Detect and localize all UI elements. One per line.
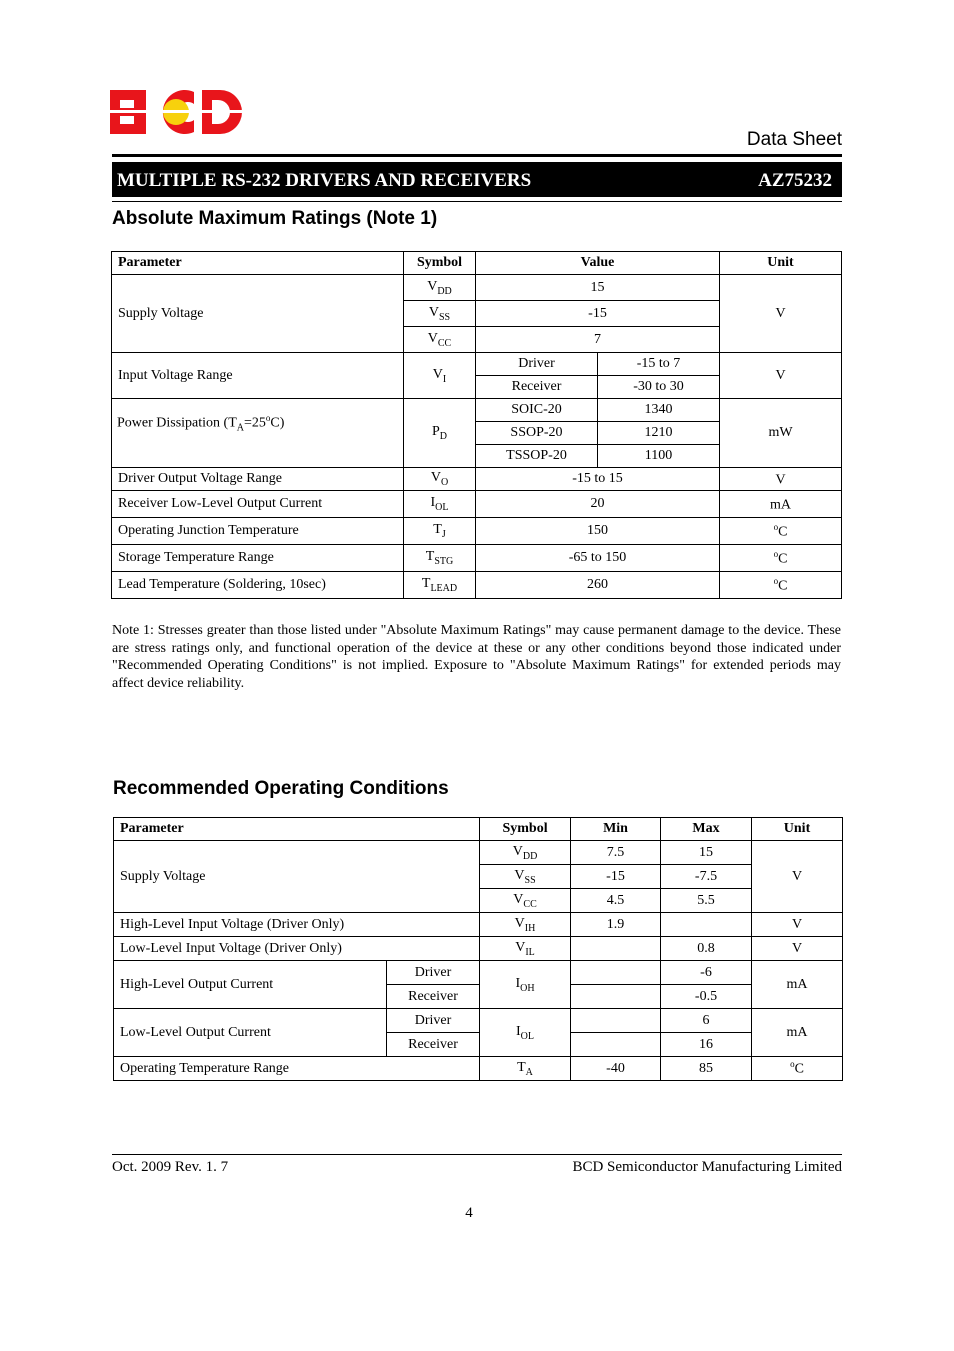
section-title-rec-op: Recommended Operating Conditions bbox=[113, 778, 449, 799]
table-row bbox=[112, 545, 842, 572]
unit-cell: V bbox=[752, 937, 843, 961]
condition-cell: TSSOP-20 bbox=[476, 445, 598, 468]
param-label: Power Dissipation $(T_A=25^oC)$ bbox=[112, 399, 404, 468]
table-row bbox=[112, 572, 842, 599]
logo-letter-b bbox=[110, 90, 146, 134]
header-symbol: Symbol bbox=[480, 818, 571, 841]
min-cell: 4.5 bbox=[571, 889, 661, 913]
value-cell: 15 bbox=[476, 275, 720, 301]
footer-company: BCD Semiconductor Manufacturing Limited bbox=[572, 1159, 842, 1175]
table-row bbox=[112, 399, 842, 422]
header-parameter: Parameter bbox=[112, 252, 404, 275]
symbol-cell: $V_{IH}$ bbox=[480, 913, 571, 937]
doc-type-label: Data Sheet bbox=[746, 129, 842, 150]
param-label: Driver Output Voltage Range bbox=[112, 468, 404, 491]
value-cell: 260 bbox=[476, 572, 720, 599]
unit-cell: $^o$C bbox=[752, 1057, 843, 1081]
table-row bbox=[114, 937, 843, 961]
table-row bbox=[114, 1057, 843, 1081]
symbol-cell: $T_{LEAD}$ bbox=[404, 572, 476, 599]
page-number: 4 bbox=[465, 1205, 473, 1221]
condition-cell: Receiver bbox=[476, 376, 598, 399]
header-max: Max bbox=[661, 818, 752, 841]
symbol-cell: $I_{OL}$ bbox=[404, 491, 476, 518]
max-cell: -0.5 bbox=[661, 985, 752, 1009]
product-title: MULTIPLE RS-232 DRIVERS AND RECEIVERS bbox=[117, 170, 532, 191]
max-cell: 0.8 bbox=[661, 937, 752, 961]
max-cell: 15 bbox=[661, 841, 752, 865]
symbol-cell: $T_{STG}$ bbox=[404, 545, 476, 572]
footer-rule bbox=[112, 1154, 842, 1155]
title-rule bbox=[112, 201, 842, 202]
value-cell: -30 to 30 bbox=[598, 376, 720, 399]
table-row bbox=[114, 841, 843, 865]
table-row bbox=[114, 913, 843, 937]
min-cell: 1.9 bbox=[571, 913, 661, 937]
max-cell: 5.5 bbox=[661, 889, 752, 913]
symbol-cell: $V_O$ bbox=[404, 468, 476, 491]
table-row bbox=[114, 961, 843, 985]
condition-cell: Driver bbox=[387, 1009, 480, 1033]
rec-op-table bbox=[113, 817, 843, 1081]
param-label: Low-Level Output Current bbox=[114, 1009, 387, 1057]
value-cell: 1100 bbox=[598, 445, 720, 468]
value-cell: -15 to 15 bbox=[476, 468, 720, 491]
bcd-logo bbox=[110, 88, 242, 136]
value-cell: 7 bbox=[476, 327, 720, 353]
param-label: Low-Level Input Voltage (Driver Only) bbox=[114, 937, 480, 961]
logo-letter-d bbox=[202, 90, 242, 134]
value-cell: -65 to 150 bbox=[476, 545, 720, 572]
min-cell: -15 bbox=[571, 865, 661, 889]
symbol-cell: $V_{CC}$ bbox=[480, 889, 571, 913]
unit-cell: $^o$C bbox=[720, 572, 842, 599]
condition-cell: Driver bbox=[387, 961, 480, 985]
header-symbol: Symbol bbox=[404, 252, 476, 275]
condition-cell: Receiver bbox=[387, 985, 480, 1009]
max-cell: 6 bbox=[661, 1009, 752, 1033]
header-parameter: Parameter bbox=[114, 818, 480, 841]
min-cell bbox=[571, 1033, 661, 1057]
min-cell: 7.5 bbox=[571, 841, 661, 865]
unit-cell: $^o$C bbox=[720, 518, 842, 545]
max-cell: -6 bbox=[661, 961, 752, 985]
param-label: Operating Temperature Range bbox=[114, 1057, 480, 1081]
symbol-cell: $I_{OH}$ bbox=[480, 961, 571, 1009]
value-cell: 1210 bbox=[598, 422, 720, 445]
unit-cell: mA bbox=[720, 491, 842, 518]
param-label: High-Level Input Voltage (Driver Only) bbox=[114, 913, 480, 937]
table-header-row bbox=[114, 818, 843, 841]
max-cell: -7.5 bbox=[661, 865, 752, 889]
min-cell bbox=[571, 937, 661, 961]
unit-cell: V bbox=[720, 468, 842, 491]
symbol-cell: $T_J$ bbox=[404, 518, 476, 545]
symbol-cell: $V_{DD}$ bbox=[404, 275, 476, 301]
symbol-cell: $V_{SS}$ bbox=[480, 865, 571, 889]
symbol-cell: $T_A$ bbox=[480, 1057, 571, 1081]
table-row bbox=[112, 518, 842, 545]
section-title-abs-max: Absolute Maximum Ratings (Note 1) bbox=[112, 208, 438, 229]
unit-cell: mA bbox=[752, 1009, 843, 1057]
symbol-cell: $V_{CC}$ bbox=[404, 327, 476, 353]
logo-letter-c bbox=[150, 90, 202, 134]
value-cell: 150 bbox=[476, 518, 720, 545]
condition-cell: SSOP-20 bbox=[476, 422, 598, 445]
condition-cell: SOIC-20 bbox=[476, 399, 598, 422]
max-cell bbox=[661, 913, 752, 937]
unit-cell: V bbox=[720, 275, 842, 353]
table-header-row bbox=[112, 252, 842, 275]
symbol-cell: $P_D$ bbox=[404, 399, 476, 468]
symbol-cell: $I_{OL}$ bbox=[480, 1009, 571, 1057]
symbol-cell: $V_{IL}$ bbox=[480, 937, 571, 961]
table-row bbox=[114, 1009, 843, 1033]
param-label: Receiver Low-Level Output Current bbox=[112, 491, 404, 518]
footer-revision: Oct. 2009 Rev. 1. 7 bbox=[112, 1159, 229, 1175]
abs-max-table bbox=[111, 251, 842, 599]
param-label: Lead Temperature (Soldering, 10sec) bbox=[112, 572, 404, 599]
part-number: AZ75232 bbox=[758, 170, 832, 191]
symbol-cell: $V_{SS}$ bbox=[404, 301, 476, 327]
unit-cell: $^o$C bbox=[720, 545, 842, 572]
min-cell bbox=[571, 1009, 661, 1033]
min-cell: -40 bbox=[571, 1057, 661, 1081]
value-cell: 1340 bbox=[598, 399, 720, 422]
unit-cell: V bbox=[752, 841, 843, 913]
condition-cell: Driver bbox=[476, 353, 598, 376]
unit-cell: mA bbox=[752, 961, 843, 1009]
symbol-cell: $V_I$ bbox=[404, 353, 476, 399]
param-label: Supply Voltage bbox=[112, 275, 404, 353]
unit-cell: mW bbox=[720, 399, 842, 468]
param-label: Input Voltage Range bbox=[112, 353, 404, 399]
value-cell: 20 bbox=[476, 491, 720, 518]
param-label: Storage Temperature Range bbox=[112, 545, 404, 572]
param-label: High-Level Output Current bbox=[114, 961, 387, 1009]
table-row bbox=[112, 353, 842, 376]
table-row bbox=[112, 491, 842, 518]
value-cell: -15 bbox=[476, 301, 720, 327]
unit-cell: V bbox=[752, 913, 843, 937]
table-row bbox=[112, 275, 842, 301]
header-unit: Unit bbox=[752, 818, 843, 841]
unit-cell: V bbox=[720, 353, 842, 399]
header-unit: Unit bbox=[720, 252, 842, 275]
param-label: Supply Voltage bbox=[114, 841, 480, 913]
title-bar bbox=[112, 162, 842, 197]
header-min: Min bbox=[571, 818, 661, 841]
max-cell: 16 bbox=[661, 1033, 752, 1057]
table-row bbox=[112, 468, 842, 491]
header-rule bbox=[112, 154, 842, 157]
note-1-text: Note 1: Stresses greater than those listed under "Absolute Maximum Ratings" may cause permanent damage to the device. These are stress ratings only, and functional operation of the device at these or any other conditions beyond those indicated under "Recommended Operating Conditions" is not implied. Exposure to "Absolute Maximum Ratings" for extended periods may affect device reliability. bbox=[112, 623, 841, 691]
min-cell bbox=[571, 961, 661, 985]
condition-cell: Receiver bbox=[387, 1033, 480, 1057]
min-cell bbox=[571, 985, 661, 1009]
value-cell: -15 to 7 bbox=[598, 353, 720, 376]
param-label: Operating Junction Temperature bbox=[112, 518, 404, 545]
symbol-cell: $V_{DD}$ bbox=[480, 841, 571, 865]
max-cell: 85 bbox=[661, 1057, 752, 1081]
header-value: Value bbox=[476, 252, 720, 275]
